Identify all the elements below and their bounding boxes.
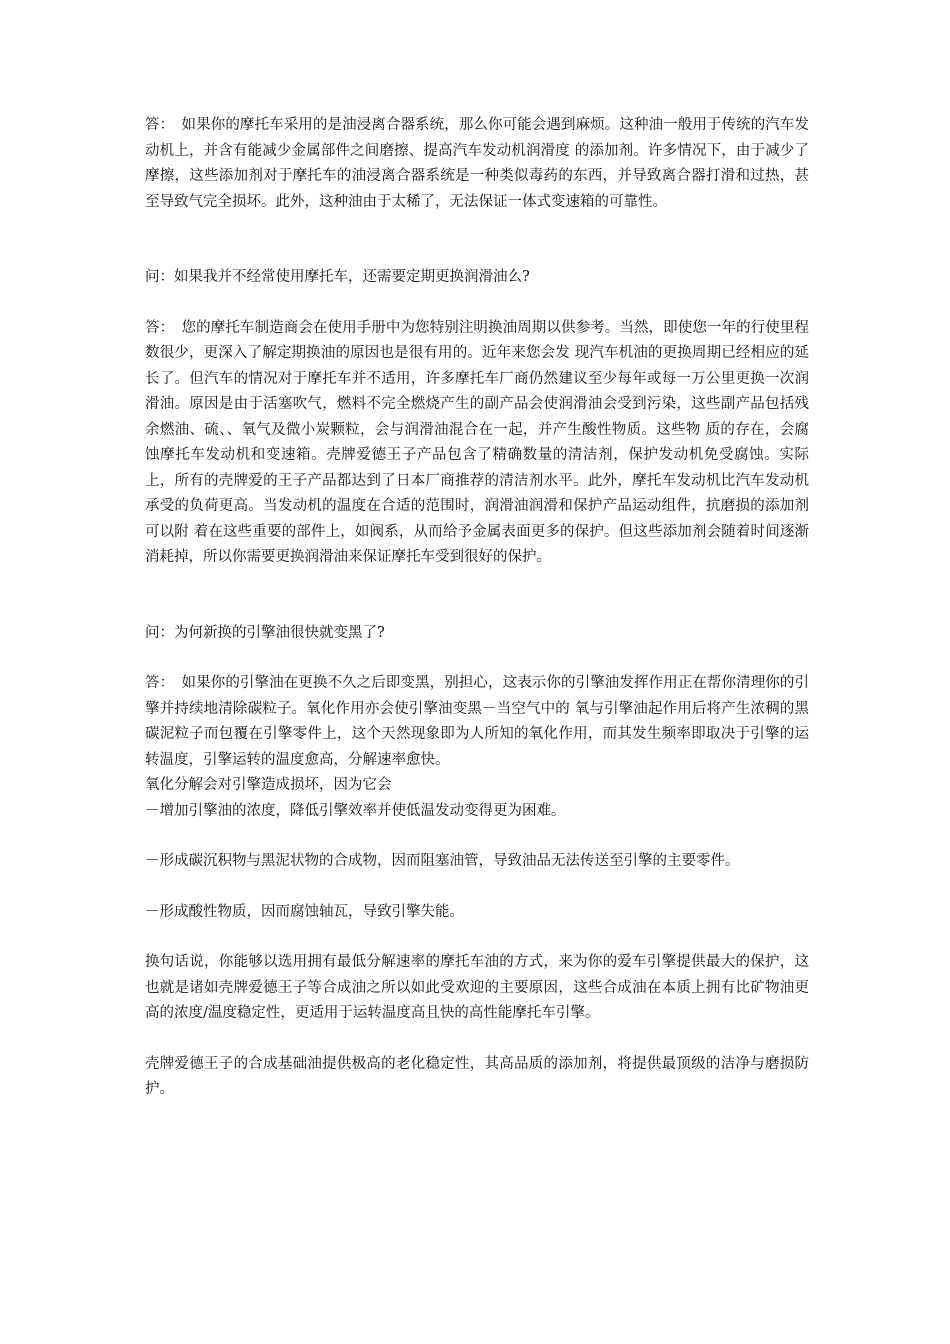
bullet-2: －形成碳沉积物与黑泥状物的合成物，因而阻塞油管，导致油品无法传送至引擎的主要零件。: [145, 853, 740, 869]
bullet-1: －增加引擎油的浓度，降低引擎效率并使低温发动变得更为困难。: [145, 802, 566, 819]
spacer: [145, 291, 809, 316]
answer-2: 答： 您的摩托车制造商会在使用手册中为您特别注明换油周期以供参考。当然，即使您一年的行使里程数很少，更深入了解定期换油的原因也是很有用的。近年来您会发 现汽车机油的更换周期已经相应的延长了。但汽车的情况对于摩托车并不适用，许多摩托车厂商仍然建议至少每年或每一万公里更换一次润滑油。原因是由于活塞吹气，燃料不完全燃烧产生的副产品会使润滑油会受到污染，这些副产品包括残余燃油、硫、、氧气及微小炭颗粒，会与润滑油混合在一起，并产生酸性物质。这些物 质的存在，会腐蚀摩托车发动机和变速箱。壳牌爱德王子产品包含了精确数量的清洁剂，保护发动机免受腐蚀。实际上，所有的壳牌爱的王子产品都达到了日本厂商推荐的清洁剂水平。此外，摩托车发动机比汽车发动机承受的负荷更高。当发动机的温度在合适的范围时，润滑油润滑和保护产品运动组件，抗磨损的添加剂可以附 着在这些重要的部件上，如阀系，从而给予金属表面更多的保护。但这些添加剂会随着时间逐渐消耗掉，所以你需要更换润滑油来保证摩托车受到很好的保护。: [145, 319, 809, 565]
oxidation-intro: 氧化分解会对引擎造成损坏，因为它会: [145, 777, 392, 793]
question-3: 问：为何新换的引擎油很快就变黑了?: [145, 624, 385, 641]
conclusion-paragraph: 换句话说，你能够以选用拥有最低分解速率的摩托车油的方式，来为你的爱车引擎提供最大的保护，这也就是诸如壳牌爱德王子等合成油之所以如此受欢迎的主要原因，这些合成油在本质上拥有比矿物油更高的浓度/温度稳定性，更适用于运转温度高且快的高性能摩托车引擎。: [145, 954, 809, 1021]
question-2: 问：如果我并不经常使用摩托车，还需要定期更换润滑油么?: [145, 269, 530, 285]
spacer: [145, 875, 809, 900]
spacer: [145, 646, 809, 671]
spacer: [145, 925, 809, 950]
spacer: [145, 571, 809, 621]
spacer: [145, 824, 809, 849]
answer-3: 答： 如果你的引擎油在更换不久之后即变黑，别担心，这表示你的引擎油发挥作用正在帮你清理你的引擎并持续地清除碳粒子。氧化作用亦会使引擎油变黑－当空气中的 氧与引擎油起作用后将产生浓稠的黑碳泥粒子而包覆在引擎零件上，这个天然现象即为人所知的氧化作用，而其发生频率即取决于引擎的运转温度，引擎运转的温度愈高，分解速率愈快。: [145, 675, 809, 768]
closing-paragraph: 壳牌爱德王子的合成基础油提供极高的老化稳定性，其高品质的添加剂，将提供最顶级的洁净与磨损防护。: [145, 1055, 809, 1097]
bullet-3: －形成酸性物质，因而腐蚀轴瓦，导致引擎失能。: [145, 903, 464, 920]
spacer: [145, 1027, 809, 1052]
document-body: [145, 113, 809, 1103]
spacer: [145, 215, 809, 265]
answer-1: 答： 如果你的摩托车采用的是油浸离合器系统，那么你可能会遇到麻烦。这种油一般用于传统的汽车发动机上，并含有能减少金属部件之间磨擦、提高汽车发动机润滑度 的添加剂。许多情况下，由于减少了摩擦，这些添加剂对于摩托车的油浸离合器系统是一种类似毒药的东西，并导致离合器打滑和过热，甚至导致气完全损坏。此外，这种油由于太稀了，无法保证一体式变速箱的可靠性。: [145, 117, 809, 210]
